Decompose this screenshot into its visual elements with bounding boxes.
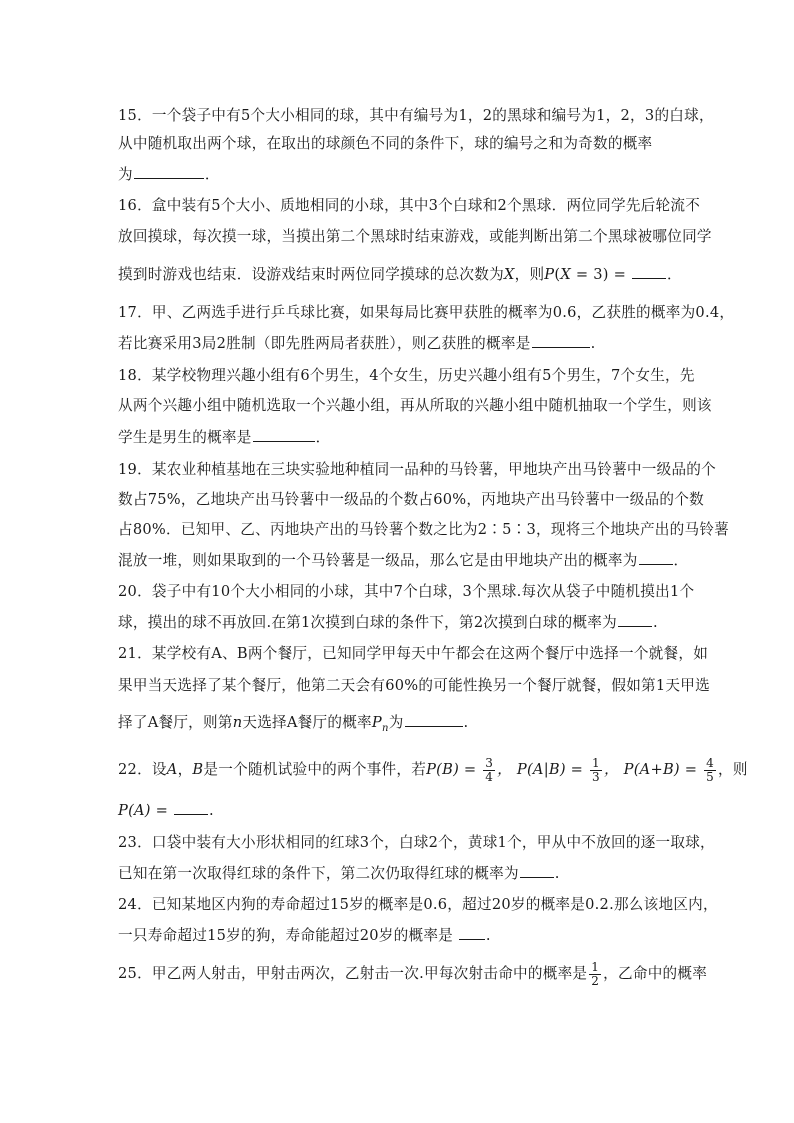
q22-line-2 — [118, 800, 214, 821]
q21-var-n: n — [232, 714, 243, 731]
q17-text: 若比赛采用3局2胜制（即先胜两局者获胜），则乙获胜的概率是 — [118, 335, 531, 352]
answer-blank — [174, 800, 208, 815]
q19-line-4 — [118, 550, 688, 571]
q22-end: . — [209, 802, 214, 819]
q24-text: 一只寿命超过15岁的狗，寿命能超过20岁的概率是 — [118, 927, 454, 944]
q20-line-1: 20．袋子中有10个大小相同的小球，其中7个白球，3个黑球.每次从袋子中随机摸出1个 — [118, 583, 695, 600]
q22-pab: ， P(A|B) = — [497, 761, 589, 778]
answer-blank — [253, 427, 315, 442]
q18-text: 学生是男生的概率是 — [118, 429, 252, 446]
q19-text: 混放一堆，则如果取到的一个马铃薯是一级品，那么它是由甲地块产出的概率为 — [118, 552, 638, 569]
q16-line-3: 摸到时游戏也结束．设游戏结束时两位同学摸球的总次数为X，则P(X = 3) = ． — [118, 266, 682, 283]
q24-end: . — [485, 927, 491, 944]
q17-line-1: 17．甲、乙两选手进行乒乓球比赛，如果每局比赛甲获胜的概率为0.6，乙获胜的概率为0.4， — [118, 304, 735, 321]
answer-blank — [639, 550, 673, 565]
q16-line-2: 放回摸球，每次摸一球，当摸出第二个黑球时结束游戏，或能判断出第二个黑球被哪位同学 — [118, 228, 712, 245]
q21-end: . — [463, 714, 469, 731]
q24-line-2 — [118, 925, 491, 946]
q19-end: ． — [673, 552, 689, 569]
q21-text-3: 为 — [388, 714, 404, 731]
q16-var-x: X — [503, 266, 515, 283]
q23-line-1: 23．口袋中装有大小形状相同的红球3个，白球2个，黄球1个，甲从中不放回的逐一取球， — [118, 834, 715, 851]
q22-text: 22．设 — [118, 761, 167, 778]
q16-line-1: 16．盒中装有5个大小、质地相同的小球，其中3个白球和2个黑球．两位同学先后轮流不 — [118, 197, 701, 214]
q15-line-3 — [118, 164, 220, 185]
q19-line-2: 数占75%，乙地块产出马铃薯中一级品的个数占60%，丙地块产出马铃薯中一级品的个数 — [118, 491, 704, 508]
q18-line-3 — [118, 427, 330, 448]
q21-text: 择了A餐厅，则第 — [118, 714, 233, 731]
q18-line-2: 从两个兴趣小组中随机选取一个兴趣小组，再从所取的兴趣小组中随机抽取一个学生，则该 — [118, 397, 712, 414]
fraction-1-2: $\frac{1}{2}$ — [591, 959, 600, 988]
q19-line-1: 19．某农业种植基地在三块实验地种植同一品种的马铃薯，甲地块产出马铃薯中一级品的个 — [118, 461, 716, 478]
q17-end: . — [590, 335, 596, 352]
q22-text-2: 是一个随机试验中的两个事件，若 — [203, 761, 427, 778]
q22-var-b: B — [192, 761, 204, 778]
q15-line-2: 从中随机取出两个球，在取出的球颜色不同的条件下，球的编号之和为奇数的概率 — [118, 135, 653, 152]
q20-line-2 — [118, 612, 658, 633]
answer-blank — [459, 925, 485, 940]
answer-blank — [520, 863, 554, 878]
q18-line-1: 18．某学校物理兴趣小组有6个男生，4个女生，历史兴趣小组有5个男生，7个女生，先 — [118, 367, 695, 384]
q25-text-2: ，乙命中的概率 — [603, 965, 708, 982]
answer-blank — [618, 612, 652, 627]
fraction-1-3: $\frac{1}{3}$ — [592, 755, 600, 784]
q16-expr-x: X — [560, 266, 571, 283]
q21-line-3 — [118, 712, 468, 739]
q22-pb: P(B) = — [426, 761, 482, 778]
q22-sep: ， — [177, 761, 193, 778]
q22-line-1 — [118, 754, 748, 786]
q16-text: 摸到时游戏也结束．设游戏结束时两位同学摸球的总次数为 — [118, 266, 504, 283]
q20-text: 球，摸出的球不再放回.在第1次摸到白球的条件下，第2次摸到白球的概率为 — [118, 614, 617, 631]
answer-blank — [134, 164, 204, 179]
fraction-4-5: $\frac{4}{5}$ — [706, 755, 715, 784]
q23-line-2 — [118, 863, 560, 884]
answer-blank — [532, 333, 590, 348]
q16-end: ． — [666, 266, 682, 283]
q22-then: ，则 — [718, 761, 748, 778]
answer-blank — [405, 712, 463, 727]
q25-text: 25．甲乙两人射击，甲射击两次，乙射击一次.甲每次射击命中的概率是 — [118, 965, 588, 982]
q22-paplusb: ， P(A+B) = — [603, 761, 703, 778]
q17-line-2 — [118, 333, 595, 354]
q18-end: ． — [315, 429, 331, 446]
q24-line-1: 24．已知某地区内狗的寿命超过15岁的概率是0.6，超过20岁的概率是0.2.那么该地区内， — [118, 896, 718, 913]
q16-expr-rest: = 3) = — [570, 266, 631, 283]
q21-sub-n: n — [381, 722, 389, 734]
q15-text: 为 — [118, 166, 133, 183]
fraction-3-4: $\frac{3}{4}$ — [485, 755, 494, 784]
q16-text-2: ，则 — [514, 266, 545, 283]
q23-end: . — [554, 865, 560, 882]
q25-line-1 — [118, 958, 707, 990]
q16-expr-p: P — [544, 266, 555, 283]
q15-line-1: 15．一个袋子中有5个大小相同的球，其中有编号为1，2的黑球和编号为1，2，3的白球， — [118, 107, 714, 124]
answer-blank — [632, 264, 666, 279]
q21-var-p: P — [371, 714, 382, 731]
q23-text: 已知在第一次取得红球的条件下，第二次仍取得红球的概率为 — [118, 865, 519, 882]
q22-var-a: A — [166, 761, 178, 778]
q15-end: ． — [204, 166, 220, 183]
q20-end: . — [652, 614, 658, 631]
q21-text-2: 天选择A餐厅的概率 — [242, 714, 372, 731]
q21-line-1: 21．某学校有A、B两个餐厅，已知同学甲每天中午都会在这两个餐厅中选择一个就餐，如 — [118, 645, 709, 662]
q19-line-3: 占80%．已知甲、乙、丙地块产出的马铃薯个数之比为2∶5∶3，现将三个地块产出的马铃薯 — [118, 521, 730, 538]
q21-line-2: 果甲当天选择了某个餐厅，他第二天会有60%的可能性换另一个餐厅就餐，假如第1天甲选 — [118, 677, 710, 694]
q22-pa: P(A) = — [118, 802, 174, 819]
